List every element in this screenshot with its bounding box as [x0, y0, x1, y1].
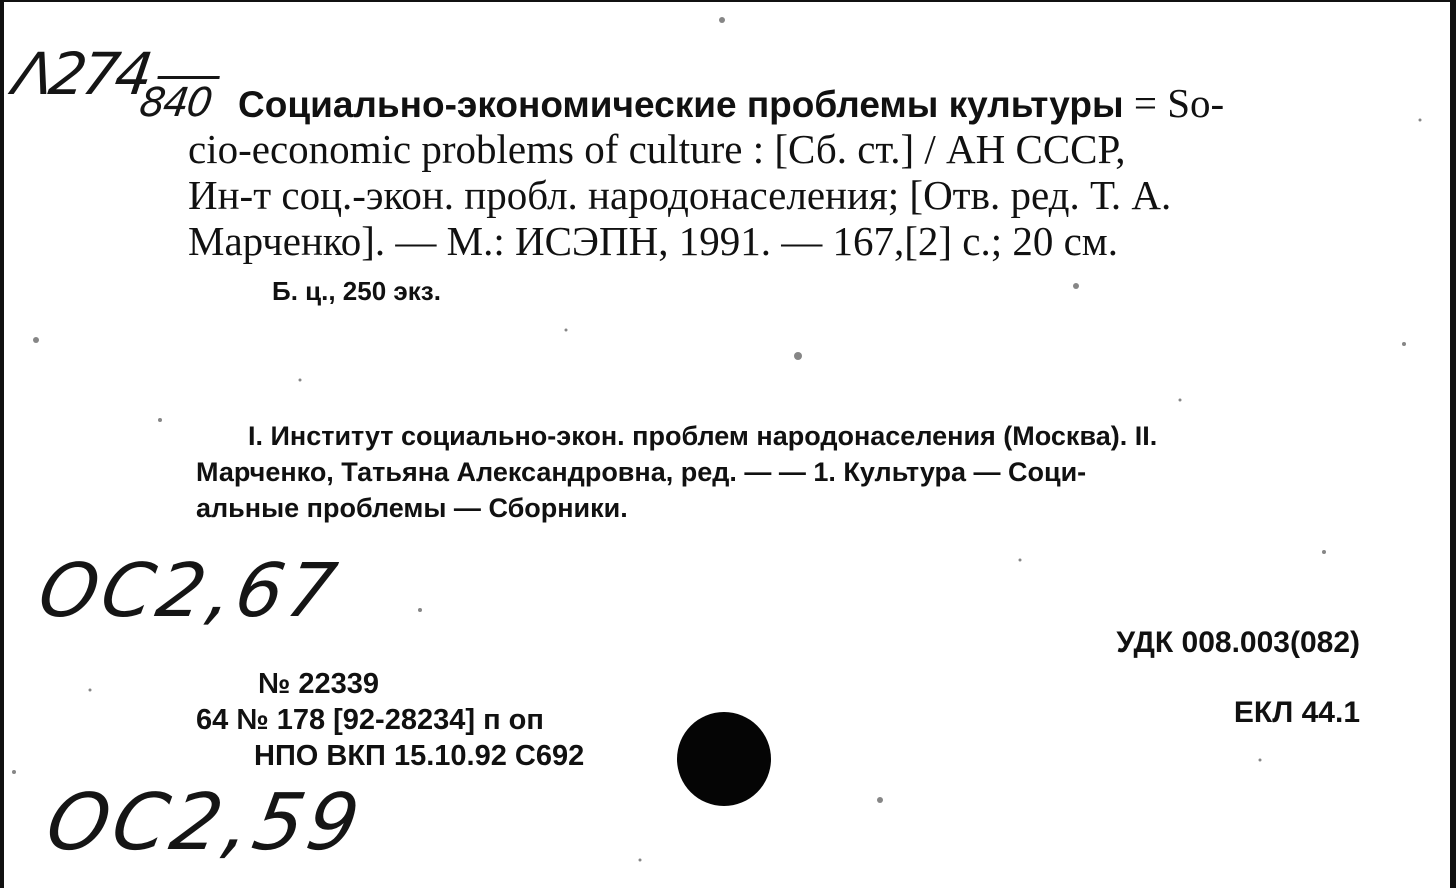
- tracing-line-1: I. Институт социально-экон. проблем народонаселения (Москва). II.: [248, 421, 1158, 451]
- udk-classification: УДК 008.003(082): [1116, 626, 1360, 659]
- print-info-printer: НПО ВКП 15.10.92 С692: [254, 740, 585, 772]
- handwritten-shelf-number: Λ274: [9, 40, 154, 108]
- tracings: [196, 418, 1366, 526]
- entry-line-2: cio-economic problems of culture : [Сб. ст.] / АН СССР,: [188, 126, 1126, 172]
- handwritten-shelf-sub-text: 840: [136, 80, 214, 126]
- handwritten-call-number-2: OC2,59: [40, 778, 370, 868]
- fraction-bar: [157, 76, 219, 79]
- card-edge-top: [0, 0, 1456, 2]
- entry-title: Социально-экономические проблемы культуры: [238, 84, 1124, 125]
- entry-line-4: Марченко]. — М.: ИСЭПН, 1991. — 167,[2] с.; 20 см.: [188, 218, 1119, 264]
- card-edge-left: [0, 0, 4, 888]
- entry-line-1: [238, 80, 1368, 126]
- punch-hole: [677, 712, 771, 806]
- entry-parallel-title-start: = So-: [1123, 80, 1225, 126]
- print-info: [196, 666, 584, 774]
- handwritten-call-number-1: OC2,67: [32, 548, 347, 634]
- price-and-print-run: Б. ц., 250 экз.: [272, 276, 441, 306]
- print-info-number: № 22339: [258, 668, 380, 700]
- tracing-line-3: альные проблемы — Сборники.: [196, 493, 628, 523]
- print-info-order: 64 № 178 [92-28234] п оп: [196, 704, 544, 736]
- entry-line-3: Ин-т соц.-экон. пробл. народонаселения; [Отв. ред. Т. А.: [188, 172, 1172, 218]
- tracing-line-2: Марченко, Татьяна Александровна, ред. — — 1. Культура — Соци-: [196, 457, 1087, 487]
- card-edge-right: [1450, 0, 1456, 888]
- ekl-classification: ЕКЛ 44.1: [1233, 696, 1360, 729]
- bibliographic-entry: [188, 80, 1368, 264]
